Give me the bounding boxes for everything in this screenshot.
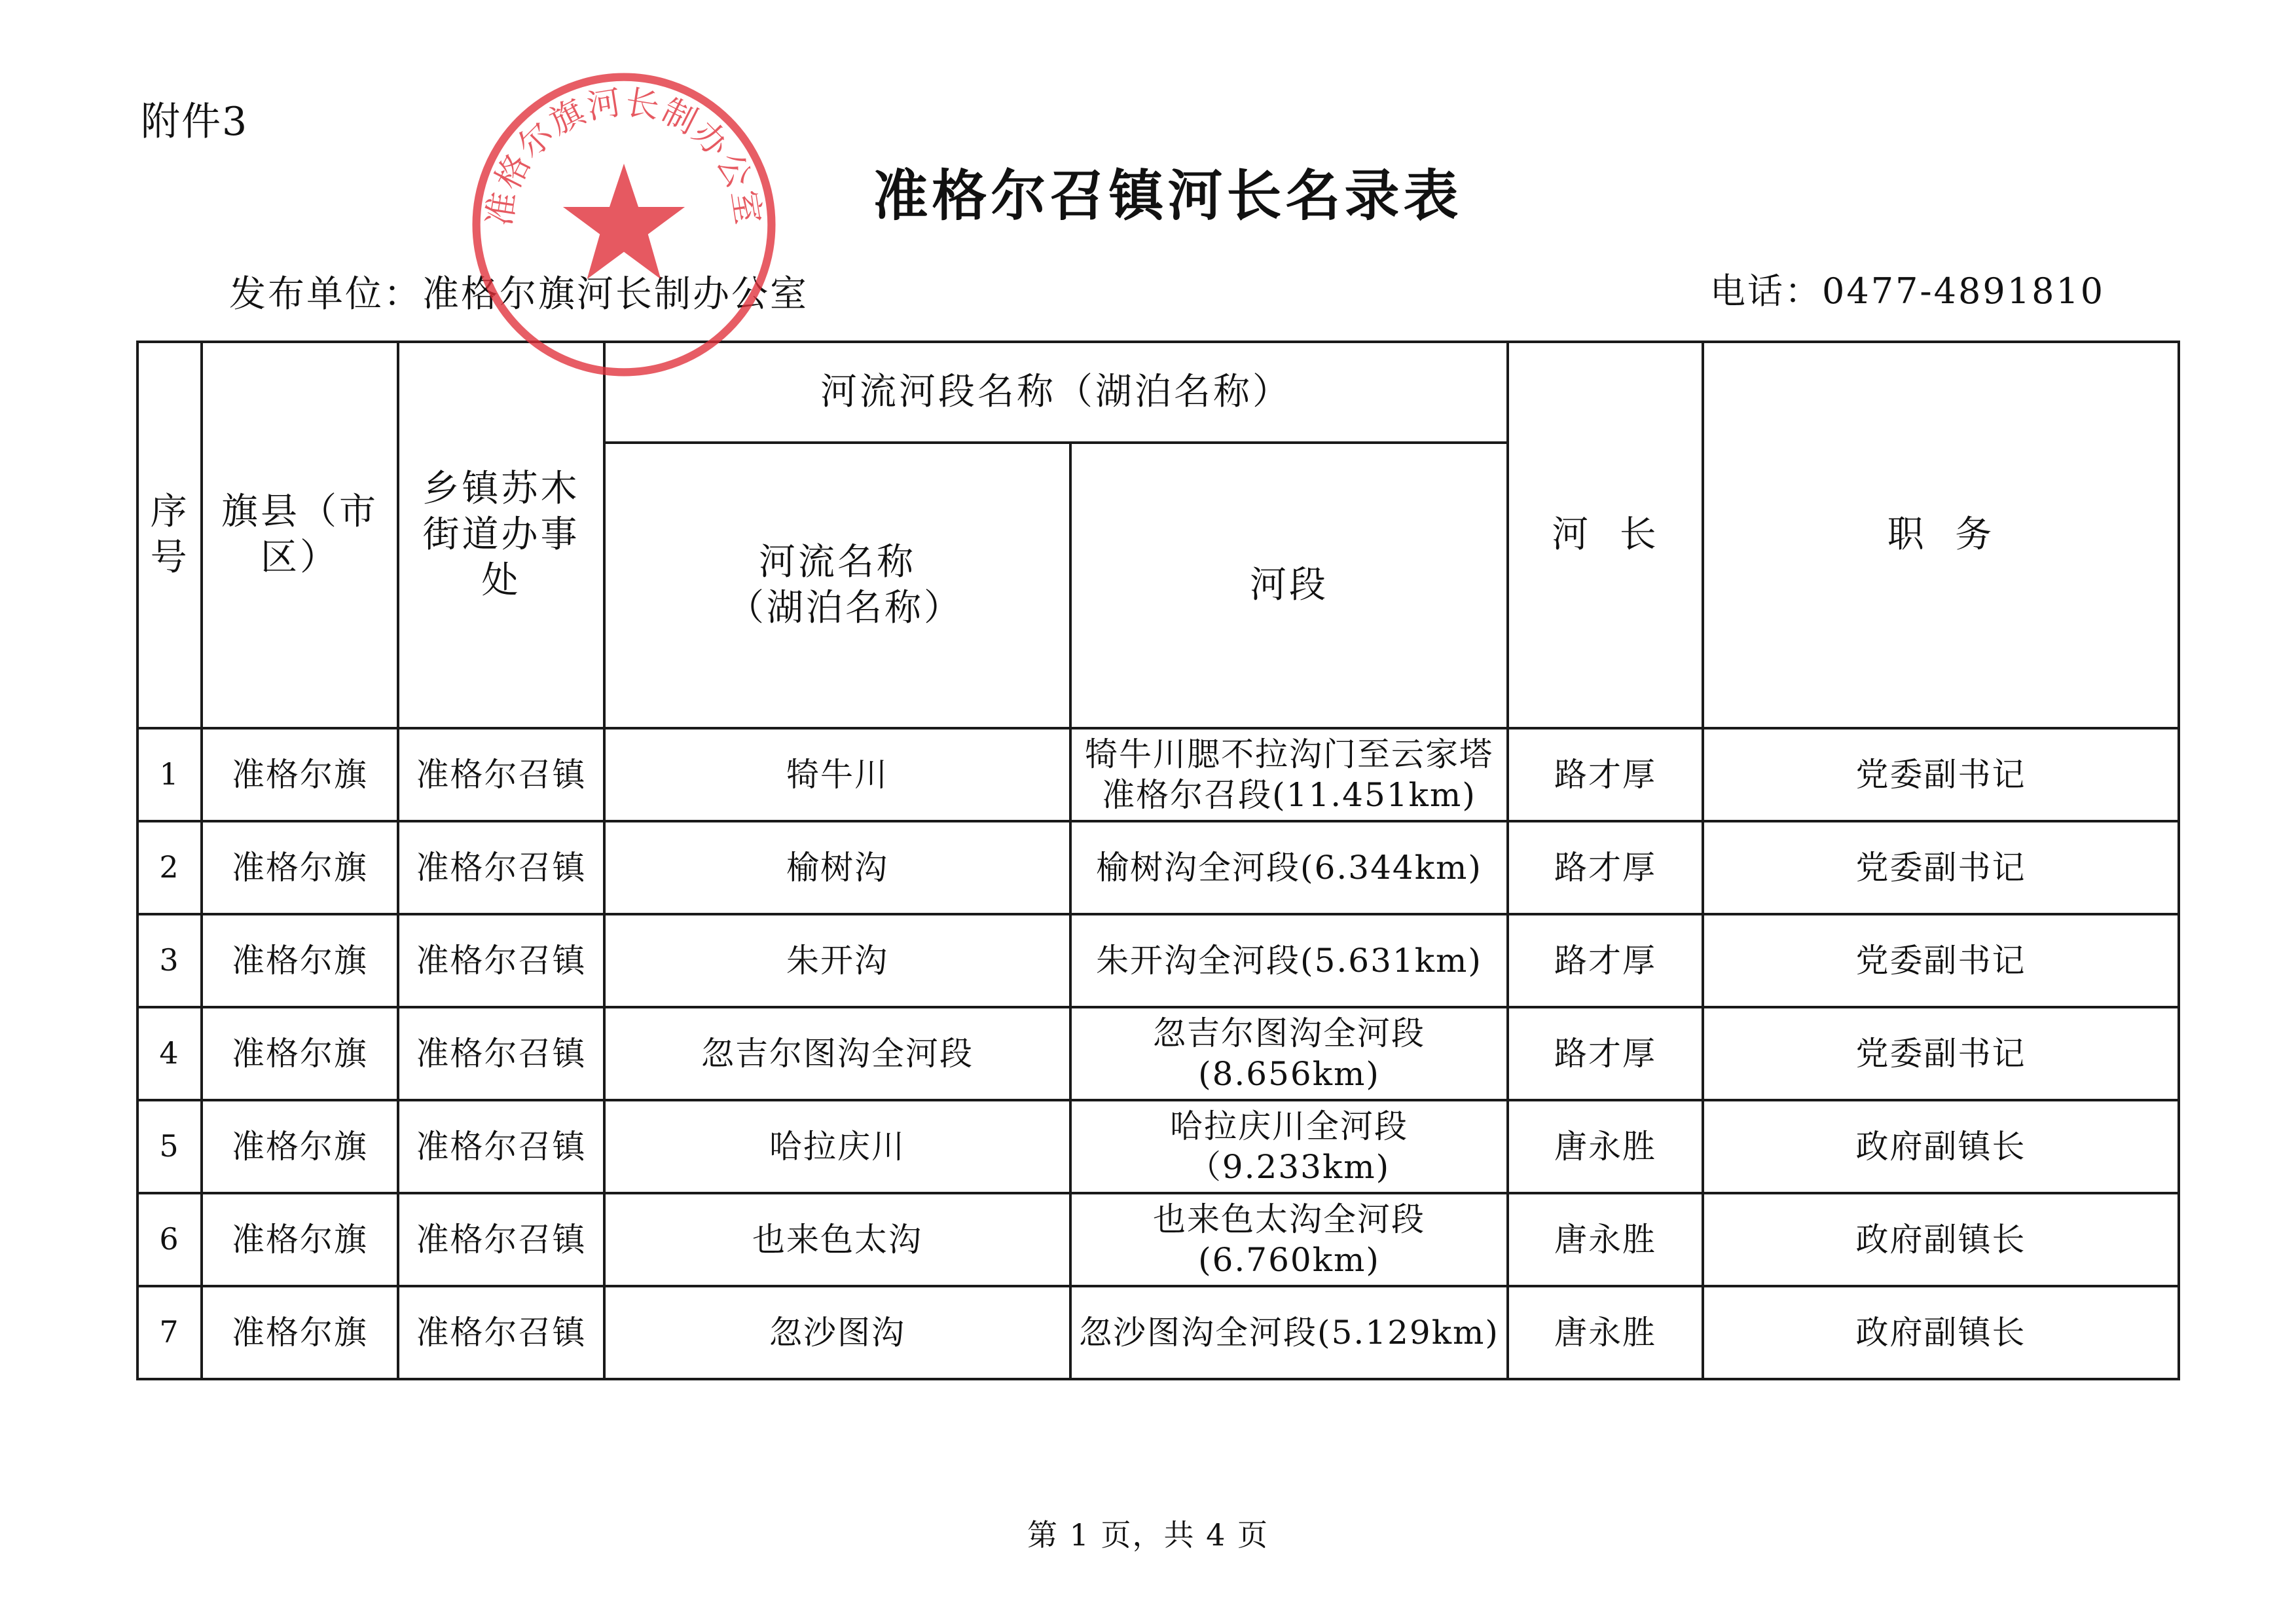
cell-section: 榆树沟全河段(6.344km) <box>1070 821 1508 914</box>
header-index-text: 序号 <box>150 490 190 579</box>
table-row <box>137 914 2179 1007</box>
header-chief-text: 河 长 <box>1552 513 1659 556</box>
cell-chief: 路才厚 <box>1508 821 1703 914</box>
cell-index: 4 <box>137 1007 202 1100</box>
cell-river: 忽吉尔图沟全河段 <box>604 1007 1070 1100</box>
cell-county: 准格尔旗 <box>202 821 398 914</box>
header-river-name <box>604 443 1070 728</box>
cell-position: 党委副书记 <box>1703 821 2179 914</box>
cell-river: 朱开沟 <box>604 914 1070 1007</box>
table-body <box>137 728 2179 1379</box>
cell-chief: 路才厚 <box>1508 728 1703 821</box>
river-chief-table <box>136 341 2180 1380</box>
table-row <box>137 1007 2179 1100</box>
cell-township: 准格尔召镇 <box>398 1007 604 1100</box>
cell-position: 党委副书记 <box>1703 728 2179 821</box>
table-row <box>137 1100 2179 1193</box>
seal-text: 准格尔旗河长制办公室 <box>479 83 769 229</box>
cell-township: 准格尔召镇 <box>398 821 604 914</box>
cell-section: 忽吉尔图沟全河段(8.656km) <box>1070 1007 1508 1100</box>
cell-county: 准格尔旗 <box>202 1100 398 1193</box>
header-township <box>398 342 604 728</box>
header-township-text: 乡镇苏木街道办事处 <box>422 468 580 602</box>
cell-county: 准格尔旗 <box>202 1286 398 1379</box>
header-county-text: 旗县（市区） <box>221 490 378 579</box>
cell-river: 榆树沟 <box>604 821 1070 914</box>
official-seal <box>464 64 784 385</box>
table-row <box>137 1193 2179 1286</box>
phone-label: 电话： <box>1710 270 1822 312</box>
table-row <box>137 1286 2179 1379</box>
cell-township: 准格尔召镇 <box>398 1193 604 1286</box>
seal-star-icon <box>563 164 685 279</box>
page-footer: 第 1 页，共 4 页 <box>1027 1517 1269 1553</box>
cell-township: 准格尔召镇 <box>398 1100 604 1193</box>
cell-chief: 路才厚 <box>1508 914 1703 1007</box>
header-position-text: 职 务 <box>1887 513 1995 556</box>
cell-township: 准格尔召镇 <box>398 914 604 1007</box>
cell-county: 准格尔旗 <box>202 728 398 821</box>
publisher-label: 发布单位： <box>229 273 422 316</box>
cell-chief: 唐永胜 <box>1508 1286 1703 1379</box>
phone-line <box>1710 263 2105 314</box>
cell-index: 3 <box>137 914 202 1007</box>
publisher-value: 准格尔旗河长制办公室 <box>422 273 809 316</box>
cell-section: 哈拉庆川全河段（9.233km) <box>1070 1100 1508 1193</box>
header-section: 河段 <box>1070 443 1508 728</box>
header-position <box>1703 342 2179 728</box>
header-river-name-text: 河流名称（湖泊名称） <box>727 541 963 629</box>
cell-position: 党委副书记 <box>1703 1007 2179 1100</box>
cell-index: 5 <box>137 1100 202 1193</box>
cell-township: 准格尔召镇 <box>398 728 604 821</box>
cell-river: 忽沙图沟 <box>604 1286 1070 1379</box>
attachment-label: 附件3 <box>141 99 249 145</box>
header-county <box>202 342 398 728</box>
cell-river: 哈拉庆川 <box>604 1100 1070 1193</box>
table-row <box>137 821 2179 914</box>
cell-section: 也来色太沟全河段(6.760km) <box>1070 1193 1508 1286</box>
cell-chief: 唐永胜 <box>1508 1100 1703 1193</box>
document-title: 准格尔召镇河长名录表 <box>873 163 1463 228</box>
cell-county: 准格尔旗 <box>202 1007 398 1100</box>
header-river-group: 河流河段名称（湖泊名称） <box>604 342 1508 443</box>
cell-township: 准格尔召镇 <box>398 1286 604 1379</box>
header-chief <box>1508 342 1703 728</box>
phone-value: 0477-4891810 <box>1822 270 2105 312</box>
cell-index: 7 <box>137 1286 202 1379</box>
cell-section: 朱开沟全河段(5.631km) <box>1070 914 1508 1007</box>
table-row <box>137 728 2179 821</box>
cell-section: 犄牛川腮不拉沟门至云家塔准格尔召段(11.451km) <box>1070 728 1508 821</box>
cell-chief: 唐永胜 <box>1508 1193 1703 1286</box>
cell-index: 6 <box>137 1193 202 1286</box>
cell-chief: 路才厚 <box>1508 1007 1703 1100</box>
cell-position: 政府副镇长 <box>1703 1286 2179 1379</box>
cell-county: 准格尔旗 <box>202 1193 398 1286</box>
cell-position: 政府副镇长 <box>1703 1193 2179 1286</box>
cell-index: 2 <box>137 821 202 914</box>
cell-river: 犄牛川 <box>604 728 1070 821</box>
cell-river: 也来色太沟 <box>604 1193 1070 1286</box>
cell-position: 政府副镇长 <box>1703 1100 2179 1193</box>
cell-county: 准格尔旗 <box>202 914 398 1007</box>
cell-position: 党委副书记 <box>1703 914 2179 1007</box>
cell-section: 忽沙图沟全河段(5.129km) <box>1070 1286 1508 1379</box>
header-index <box>137 342 202 728</box>
cell-index: 1 <box>137 728 202 821</box>
